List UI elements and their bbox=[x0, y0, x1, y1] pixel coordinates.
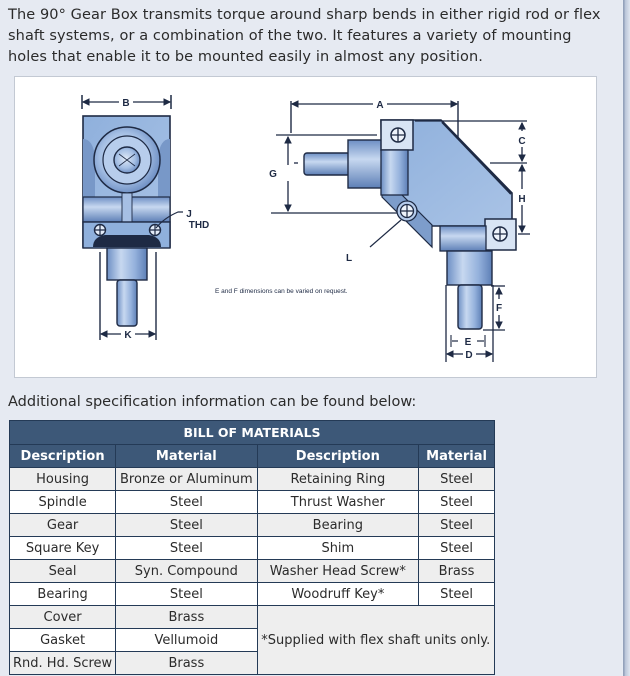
cell: Cover bbox=[10, 606, 116, 629]
cell: Steel bbox=[116, 583, 257, 606]
cell: Steel bbox=[116, 514, 257, 537]
cell: Gasket bbox=[10, 629, 116, 652]
cell: Steel bbox=[419, 537, 495, 560]
cell: Brass bbox=[419, 560, 495, 583]
cell: Retaining Ring bbox=[257, 468, 419, 491]
cell: Bearing bbox=[10, 583, 116, 606]
label-h: H bbox=[518, 194, 526, 205]
table-row bbox=[10, 468, 495, 491]
cell: Housing bbox=[10, 468, 116, 491]
window-right-edge bbox=[622, 0, 630, 676]
label-g: G bbox=[269, 169, 277, 180]
header-row bbox=[10, 445, 495, 468]
cell: Steel bbox=[419, 583, 495, 606]
cell: Steel bbox=[419, 468, 495, 491]
label-j: J bbox=[186, 209, 192, 220]
gearbox-drawing bbox=[15, 77, 598, 379]
cell: Gear bbox=[10, 514, 116, 537]
table-title: BILL OF MATERIALS bbox=[10, 421, 495, 445]
cell: Steel bbox=[116, 537, 257, 560]
header-description-1: Description bbox=[10, 445, 116, 468]
label-d: D bbox=[465, 350, 473, 361]
cell: Syn. Compound bbox=[116, 560, 257, 583]
cell: Brass bbox=[116, 606, 257, 629]
label-c: C bbox=[518, 136, 526, 147]
label-f: F bbox=[495, 303, 503, 314]
cell: Bronze or Aluminum bbox=[116, 468, 257, 491]
bill-of-materials-table bbox=[9, 420, 495, 675]
cell: Seal bbox=[10, 560, 116, 583]
label-l: L bbox=[345, 253, 353, 264]
label-b: B bbox=[122, 98, 130, 109]
label-k: K bbox=[124, 330, 132, 341]
table-row bbox=[10, 606, 495, 629]
footnote-cell: *Supplied with flex shaft units only. bbox=[257, 606, 494, 675]
cell: Steel bbox=[419, 514, 495, 537]
label-a: A bbox=[376, 100, 384, 111]
gearbox-diagram bbox=[14, 76, 597, 378]
label-e: E bbox=[464, 337, 472, 348]
table-row bbox=[10, 583, 495, 606]
cell: Square Key bbox=[10, 537, 116, 560]
cell: Rnd. Hd. Screw bbox=[10, 652, 116, 675]
table-row bbox=[10, 514, 495, 537]
cell: Vellumoid bbox=[116, 629, 257, 652]
table-row bbox=[10, 537, 495, 560]
header-description-2: Description bbox=[257, 445, 419, 468]
cell: Steel bbox=[419, 491, 495, 514]
table-row bbox=[10, 560, 495, 583]
spec-intro-text: Additional specification information can be found below: bbox=[8, 394, 417, 410]
cell: Brass bbox=[116, 652, 257, 675]
cell: Shim bbox=[257, 537, 419, 560]
cell: Thrust Washer bbox=[257, 491, 419, 514]
cell: Spindle bbox=[10, 491, 116, 514]
header-material-2: Material bbox=[419, 445, 495, 468]
cell: Steel bbox=[116, 491, 257, 514]
cell: Bearing bbox=[257, 514, 419, 537]
intro-paragraph: The 90° Gear Box transmits torque around sharp bends in either rigid rod or flex shaft systems, or a combination of the two. It features a variety of mounting holes that enable it to be mounted easily in almost any position. bbox=[8, 7, 601, 65]
cell: Woodruff Key* bbox=[257, 583, 419, 606]
label-thd: THD bbox=[188, 220, 210, 231]
dimension-note: E and F dimensions can be varied on request. bbox=[215, 288, 348, 295]
header-material-1: Material bbox=[116, 445, 257, 468]
cell: Washer Head Screw* bbox=[257, 560, 419, 583]
table-row bbox=[10, 491, 495, 514]
